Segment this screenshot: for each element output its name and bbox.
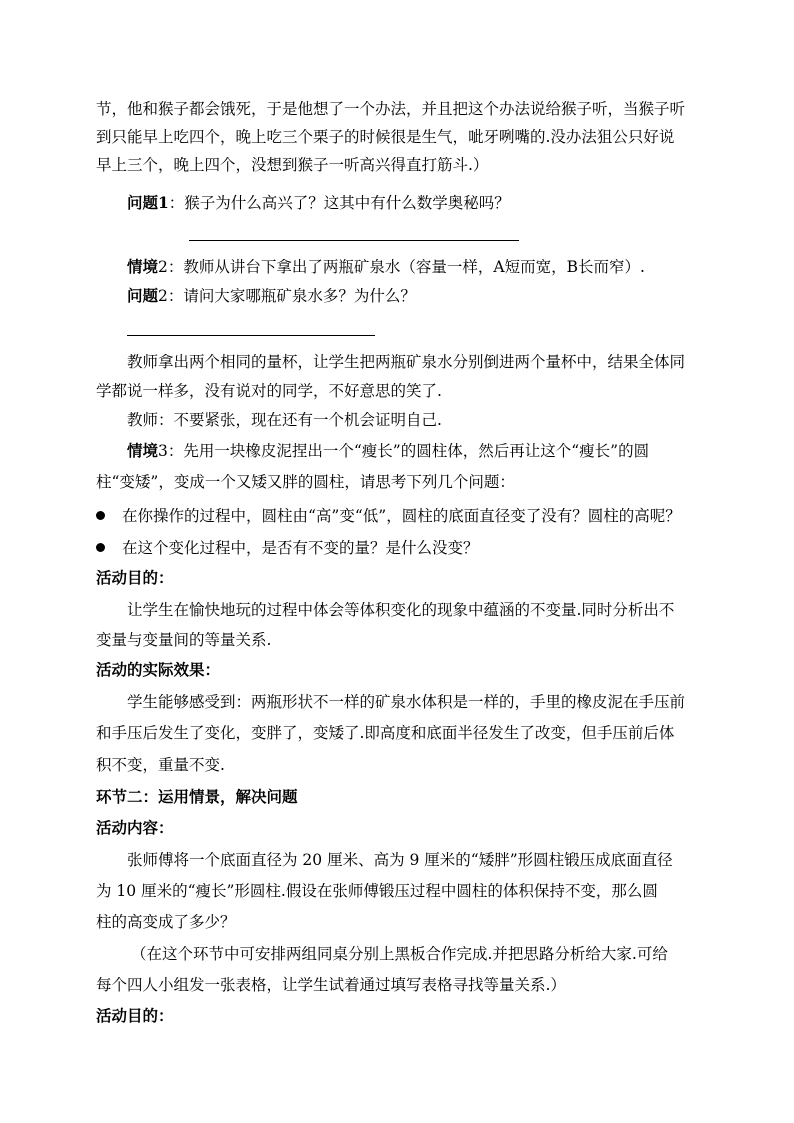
intro-line-3: 早上三个，晚上四个，没想到猴子一听高兴得直打筋斗.） <box>96 156 489 174</box>
section-2-heading: 环节二：运用情景，解决问题 <box>96 787 298 806</box>
effect-text-2: 和手压后发生了变化，变胖了，变矮了.即高度和底面半径发生了改变，但手压前后体 <box>96 724 675 742</box>
purpose-heading-2: 活动目的： <box>96 1006 174 1025</box>
situation-3-cont: 柱“变矮”，变成一个又矮又胖的圆柱，请思考下列几个问题： <box>96 473 515 491</box>
situation-3-label: 情境 <box>127 441 159 460</box>
content-text-3: 柱的高变成了多少？ <box>96 913 236 931</box>
intro-line-2: 到只能早上吃四个，晚上吃三个栗子的时候很是生气，呲牙咧嘴的.没办法狙公只好说 <box>96 128 675 146</box>
question-2-label: 问题 <box>127 286 159 305</box>
answer-blank-1 <box>189 240 519 241</box>
question-1 <box>127 193 510 213</box>
bullet-item-2: 在这个变化过程中，是否有不变的量？是什么没变？ <box>122 539 479 557</box>
effect-text-1: 学生能够感受到：两瓶形状不一样的矿泉水体积是一样的，手里的橡皮泥在手压前 <box>127 693 686 711</box>
question-1-label: 问题1 <box>127 193 169 212</box>
teacher-line: 教师：不要紧张，现在还有一个机会证明自己. <box>127 411 442 429</box>
purpose-heading: 活动目的： <box>96 568 174 587</box>
situation-3 <box>127 441 649 461</box>
situation-2-text: 2：教师从讲台下拿出了两瓶矿泉水（容量一样，A短而宽，B长而窄）. <box>158 258 645 276</box>
effect-text-3: 积不变，重量不变. <box>96 756 225 774</box>
question-2-text: 2：请问大家哪瓶矿泉水多？为什么？ <box>158 287 416 305</box>
content-text-2: 为 10 厘米的“瘦长”形圆柱.假设在张师傅锻压过程中圆柱的体积保持不变，那么圆 <box>96 882 658 900</box>
note-text-1: （在这个环节中可安排两组同桌分别上黑板合作完成.并把思路分析给大家.可给 <box>131 945 668 963</box>
content-heading: 活动内容： <box>96 818 174 837</box>
situation-2-label: 情境 <box>127 257 159 276</box>
bullet-item-1: 在你操作的过程中，圆柱由“高”变“低”，圆柱的底面直径变了没有？圆柱的高呢？ <box>122 507 681 525</box>
intro-line-1: 节，他和猴子都会饿死，于是他想了一个办法，并且把这个办法说给猴子听，当猴子听 <box>96 100 686 118</box>
bullet-icon <box>96 543 105 552</box>
note-text-2: 每个四人小组发一张表格，让学生试着通过填写表格寻找等量关系.） <box>96 976 566 994</box>
situation-2 <box>127 257 645 277</box>
teacher-para-line-1: 教师拿出两个相同的量杯，让学生把两瓶矿泉水分别倒进两个量杯中，结果全体同 <box>127 353 686 371</box>
question-1-text: ：猴子为什么高兴了？这其中有什么数学奥秘吗？ <box>168 194 510 212</box>
content-text-1: 张师傅将一个底面直径为 20 厘米、高为 9 厘米的“矮胖”形圆柱锻压成底面直径 <box>127 851 673 869</box>
purpose-text-2: 变量与变量间的等量关系. <box>96 631 272 649</box>
question-2 <box>127 286 416 306</box>
answer-blank-2 <box>127 335 375 336</box>
effect-heading: 活动的实际效果： <box>96 660 221 679</box>
situation-3-text: 3：先用一块橡皮泥捏出一个“瘦长”的圆柱体，然后再让这个“瘦长”的圆 <box>158 442 650 460</box>
teacher-para-line-2: 学都说一样多，没有说对的同学，不好意思的笑了. <box>96 382 442 400</box>
purpose-text-1: 让学生在愉快地玩的过程中体会等体积变化的现象中蕴涵的不变量.同时分析出不 <box>127 601 675 619</box>
bullet-icon <box>96 511 105 520</box>
